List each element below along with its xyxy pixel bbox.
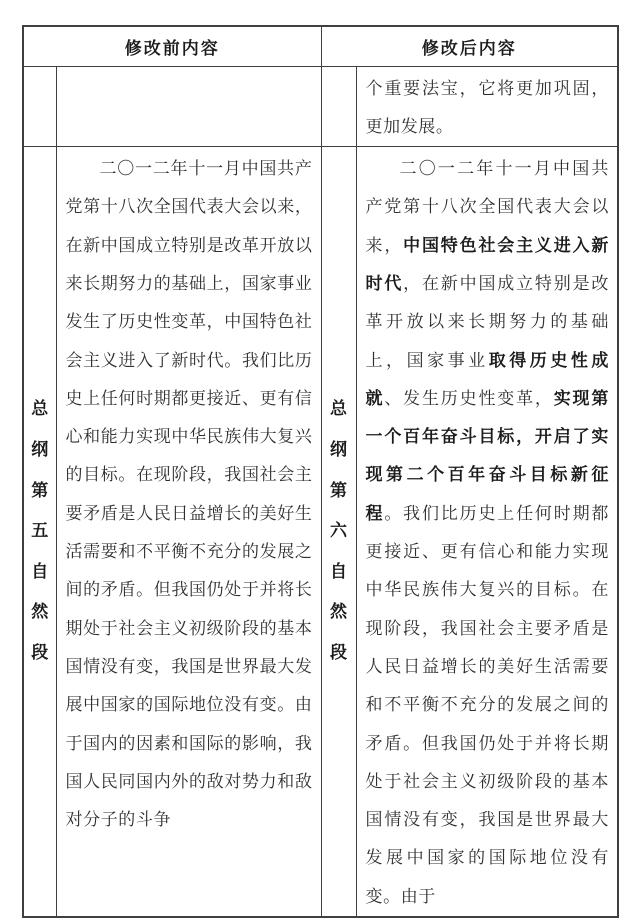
after-paragraph-text: 二〇一二年十一月中国共产党第十八次全国代表大会以来，中国特色社会主义进入新时代，在新中国成立特别是改革开放以来长期努力的基础上，国家事业取得历史性成就、发生历史性变革，实现第一个百年奋斗目标，开启了实现第二个百年奋斗目标新征程。我们比历史上任何时期都更接近、更有信心和能力实现中华民族伟大复兴的目标。在现阶段，我国社会主要矛盾是人民日益增长的美好生活需要和不平衡不充分的发展之间的矛盾。但我国仍处于并将长期处于社会主义初级阶段的基本国情没有变，我国是世界最大发展中国家的国际地位没有变。由于 xyxy=(365,159,609,906)
before-paragraph-content-cell xyxy=(56,147,321,917)
table-header-row xyxy=(23,26,618,66)
before-paragraph-label-cell xyxy=(23,147,56,917)
before-column-header: 修改前内容 xyxy=(23,26,321,66)
after-paragraph-label: 总纲第六自然段 xyxy=(329,399,347,663)
main-paragraph-row xyxy=(23,147,618,917)
before-overflow-content-cell xyxy=(56,66,321,147)
after-overflow-paragraph: 个重要法宝，它将更加巩固，更加发展。 xyxy=(365,78,609,136)
after-overflow-label-cell xyxy=(321,66,356,147)
overflow-text-row xyxy=(23,66,618,147)
before-paragraph-text: 二〇一二年十一月中国共产党第十八次全国代表大会以来，在新中国成立特别是改革开放以来长期努力的基础上，国家事业发生了历史性变革，中国特色社会主义进入了新时代。我们比历史上任何时期都更接近、更有信心和能力实现中华民族伟大复兴的目标。在现阶段，我国社会主要矛盾是人民日益增长的美好生活需要和不平衡不充分的发展之间的矛盾。但我国仍处于并将长期处于社会主义初级阶段的基本国情没有变，我国是世界最大发展中国家的国际地位没有变。由于国内的因素和国际的影响，我国人民同国内外的敌对势力和敌对分子的斗争 xyxy=(65,159,313,830)
revision-comparison-table xyxy=(22,25,619,918)
after-overflow-content-cell xyxy=(356,66,618,147)
after-paragraph-label-cell xyxy=(321,147,356,917)
before-paragraph-label: 总纲第五自然段 xyxy=(31,399,49,663)
after-paragraph-content-cell xyxy=(356,147,618,917)
before-overflow-label-cell xyxy=(23,66,56,147)
after-column-header: 修改后内容 xyxy=(321,26,618,66)
